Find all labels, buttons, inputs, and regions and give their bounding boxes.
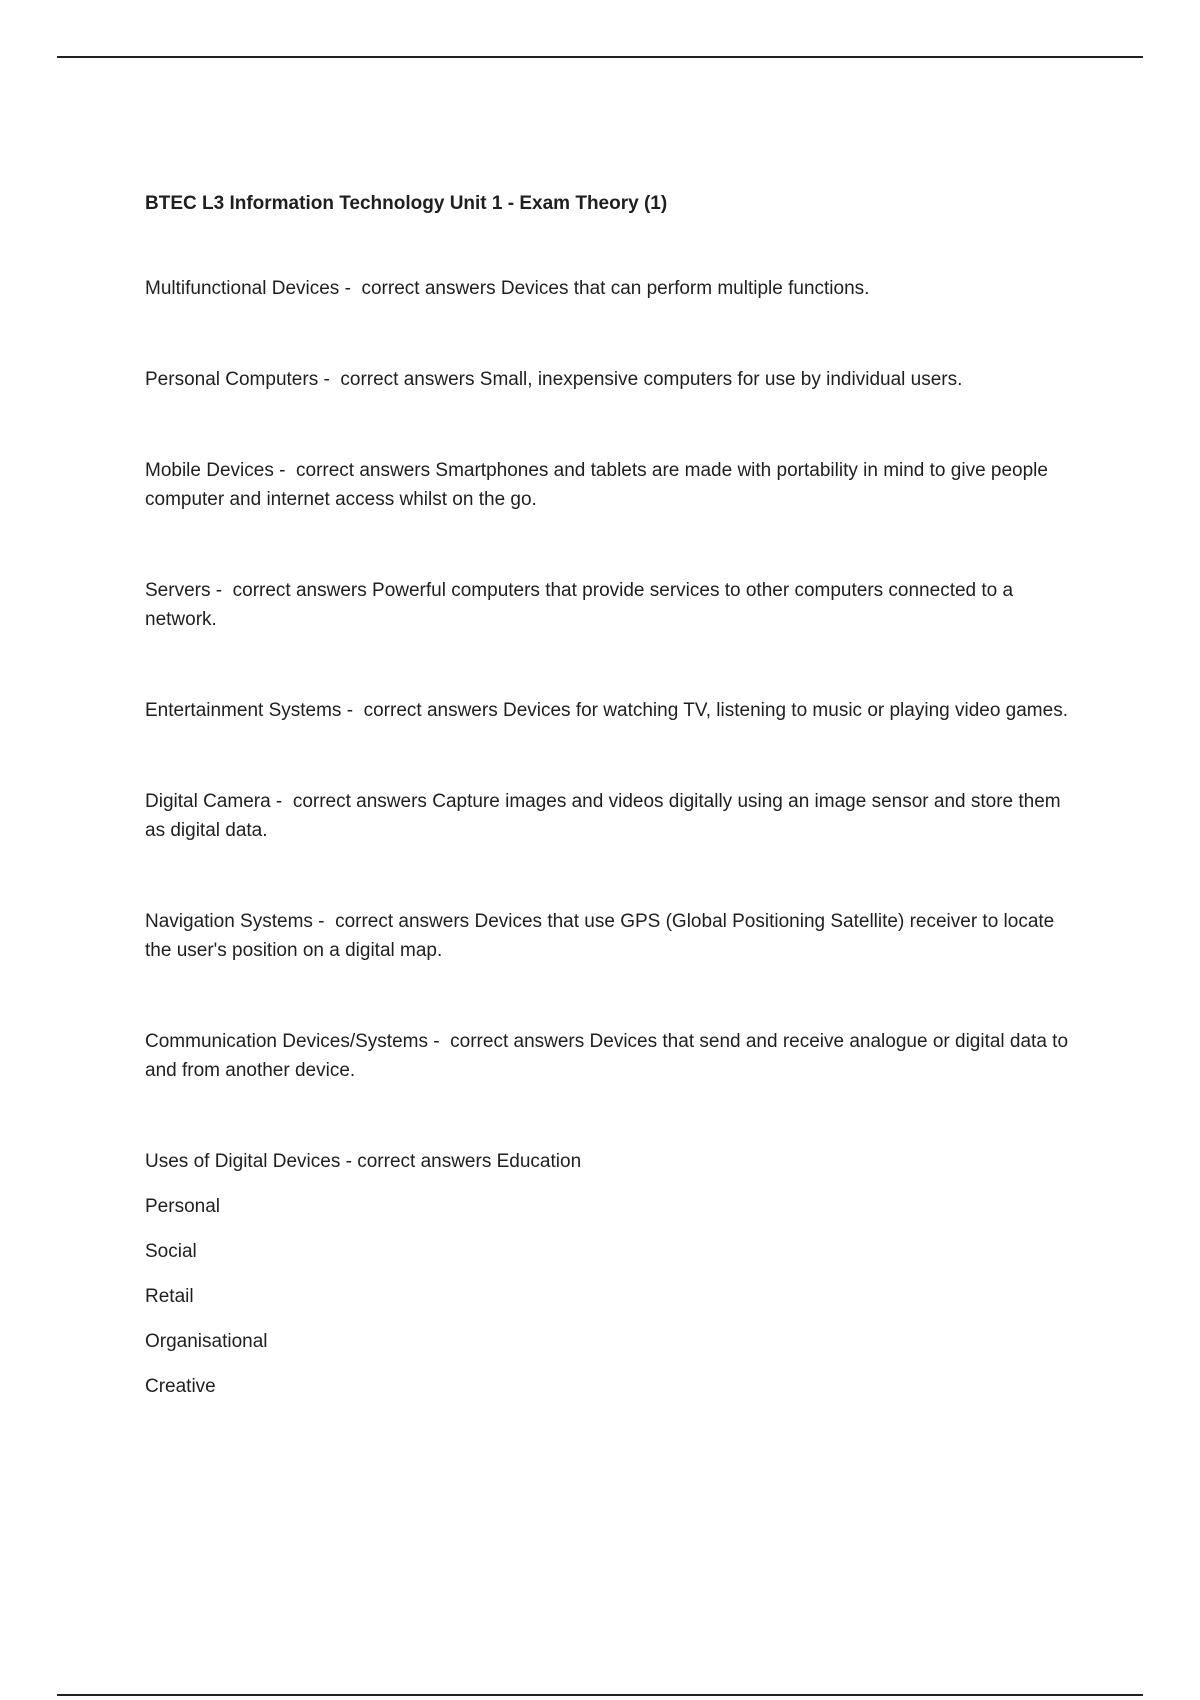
uses-term: Uses of Digital Devices (145, 1151, 341, 1172)
uses-item: Retail (145, 1286, 194, 1307)
entry-separator: - (273, 460, 296, 481)
entry-marker: correct answers (450, 1031, 585, 1052)
entry-marker: correct answers (357, 1151, 492, 1172)
uses-item: Organisational (145, 1331, 268, 1352)
qa-entry (145, 1027, 1080, 1085)
qa-entry (145, 696, 1080, 725)
document-title: BTEC L3 Information Technology Unit 1 - Exam Theory (1) (145, 193, 668, 214)
document-body (145, 190, 1080, 1417)
entry-answer: Devices for watching TV, listening to music or playing video games. (502, 700, 1068, 721)
uses-item: Personal (145, 1196, 220, 1217)
qa-entry (145, 365, 1080, 394)
entry-marker: correct answers (340, 369, 475, 390)
entry-separator: - (340, 1151, 358, 1172)
qa-entry (145, 274, 1080, 303)
qa-entry (145, 456, 1080, 514)
entry-answer: Devices that use GPS (Global Positioning Satellite) receiver to locate the user's position on a digital map. (145, 911, 1055, 961)
entry-marker: correct answers (363, 700, 498, 721)
entry-separator: - (210, 580, 233, 601)
entry-separator: - (339, 278, 362, 299)
entry-marker: correct answers (232, 580, 367, 601)
header-rule (57, 56, 1143, 58)
qa-entry (145, 787, 1080, 845)
uses-item: Creative (145, 1376, 216, 1397)
entry-term: Mobile Devices (145, 460, 274, 481)
entry-marker: correct answers (296, 460, 431, 481)
entry-term: Servers (145, 580, 211, 601)
uses-entry (145, 1147, 1080, 1176)
entry-answer: Powerful computers that provide services to other computers connected to a network. (145, 580, 1014, 630)
entry-term: Digital Camera (145, 791, 271, 812)
entry-separator: - (312, 911, 336, 932)
entry-separator: - (341, 700, 364, 721)
entry-answer: Capture images and videos digitally using an image sensor and store them as digital data. (145, 791, 1061, 841)
entry-marker: correct answers (292, 791, 427, 812)
entry-answer: Devices that can perform multiple functions. (500, 278, 870, 299)
entry-separator: - (318, 369, 341, 390)
entry-separator: - (427, 1031, 451, 1052)
entry-term: Communication Devices/Systems (145, 1031, 428, 1052)
entry-term: Personal Computers (145, 369, 319, 390)
entry-marker: correct answers (335, 911, 470, 932)
qa-entry (145, 907, 1080, 965)
footer-rule (57, 1694, 1143, 1696)
qa-entry (145, 576, 1080, 634)
uses-item: Social (145, 1241, 197, 1262)
entry-answer: Small, inexpensive computers for use by individual users. (479, 369, 963, 390)
entry-term: Multifunctional Devices (145, 278, 340, 299)
entry-answer: Devices that send and receive analogue or digital data to and from another device. (145, 1031, 1069, 1081)
entry-marker: correct answers (361, 278, 496, 299)
entry-term: Navigation Systems (145, 911, 313, 932)
entry-separator: - (270, 791, 293, 812)
entry-answer: Smartphones and tablets are made with portability in mind to give people computer and internet access whilst on the go. (145, 460, 1048, 510)
uses-item: Education (496, 1151, 582, 1172)
entry-term: Entertainment Systems (145, 700, 342, 721)
